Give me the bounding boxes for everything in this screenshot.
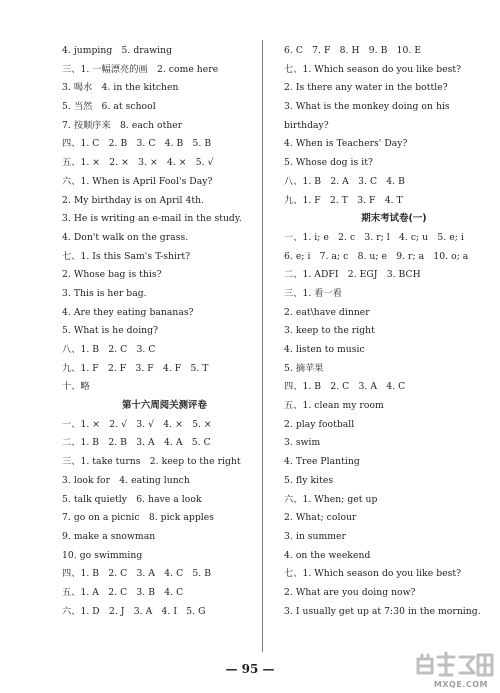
answer-line: 9. make a snowman: [62, 530, 156, 542]
answer-line: 5. What is he doing?: [62, 325, 159, 337]
answer-line: 五、1. A 2. C 3. B 4. C: [62, 586, 184, 598]
answer-line: 四、1. C 2. B 3. C 4. B 5. B: [62, 138, 212, 150]
answer-line: 4. listen to music: [284, 344, 365, 355]
answer-line: 5. 摘苹果: [284, 362, 324, 374]
answer-line: 5. fly kites: [284, 474, 334, 486]
answer-line: 4. on the weekend: [284, 549, 371, 561]
answer-line: 一、1. × 2. √ 3. √ 4. × 5. ×: [62, 418, 212, 430]
watermark-text: MXQE.COM: [433, 680, 488, 689]
answer-line: 二、1. ADFI 2. EGJ 3. BCH: [284, 269, 421, 281]
answer-line: birthday?: [284, 119, 329, 131]
answer-line: 九、1. F 2. F 3. F 4. F 5. T: [62, 362, 209, 374]
answer-line: 3. 喝水 4. in the kitchen: [62, 82, 179, 94]
page-number: — 95 —: [225, 662, 275, 676]
answer-line: 3. I usually get up at 7:30 in the morning.: [284, 605, 481, 617]
answer-line: 2. My birthday is on April 4th.: [62, 194, 205, 206]
answer-line: 4. Don't walk on the grass.: [62, 231, 189, 243]
answer-line: 4. When is Teachers' Day?: [284, 138, 408, 150]
answer-line: 七、1. Which season do you like best?: [284, 63, 462, 75]
answer-line: 10. go swimming: [62, 549, 143, 561]
answer-line: 7. 按顺序来 8. each other: [62, 119, 183, 131]
answer-line: 4. Tree Planting: [284, 456, 360, 468]
answer-line: 三、1. take turns 2. keep to the right: [62, 456, 241, 468]
answer-line: 5. 当然 6. at school: [62, 101, 156, 113]
answer-line: 2. Is there any water in the bottle?: [284, 82, 448, 94]
answer-line: 三、1. 一幅漂亮的画 2. come here: [62, 63, 219, 75]
section-heading: 第十六周阅关测评卷: [122, 400, 207, 412]
answer-line: 2. What; colour: [284, 512, 357, 524]
answer-line: 2. What are you doing now?: [284, 586, 416, 598]
left-answer-column: [62, 42, 257, 621]
answer-line: 2. eat\have dinner: [284, 306, 370, 318]
answer-line: 5. talk quietly 6. have a look: [62, 493, 202, 505]
answer-line: 八、1. B 2. A 3. C 4. B: [284, 175, 405, 187]
column-divider: [262, 40, 263, 652]
answer-line: 十、略: [62, 381, 90, 393]
answer-line: 六、1. When is April Fool's Day?: [62, 175, 213, 187]
answer-line: 五、1. × 2. × 3. × 4. × 5. √: [62, 157, 214, 169]
answer-line: 4. Are they eating bananas?: [62, 306, 194, 318]
answer-line: 3. He is writing an e-mail in the study.: [62, 213, 242, 225]
answer-line: 二、1. B 2. B 3. A 4. A 5. C: [62, 437, 211, 449]
answer-line: 七、1. Which season do you like best?: [284, 568, 462, 580]
answer-line: 3. keep to the right: [284, 325, 375, 337]
answer-line: 2. play football: [284, 418, 355, 430]
watermark-logo: [414, 649, 496, 689]
answer-line: 3. swim: [284, 437, 321, 449]
answer-line: 六、1. When; get up: [284, 493, 378, 505]
answer-line: 2. Whose bag is this?: [62, 269, 162, 281]
answer-line: 九、1. F 2. T 3. F 4. T: [284, 194, 403, 206]
answer-line: 七、1. Is this Sam's T-shirt?: [62, 250, 191, 262]
answer-line: 6. C 7. F 8. H 9. B 10. E: [284, 45, 422, 56]
answer-line: 四、1. B 2. C 3. A 4. C: [284, 381, 406, 393]
answer-line: 7. go on a picnic 8. pick apples: [62, 512, 215, 524]
answer-line: 4. jumping 5. drawing: [62, 45, 173, 56]
answer-line: 八、1. B 2. C 3. C: [62, 344, 156, 355]
right-answer-column: [284, 42, 494, 621]
answer-line: 六、1. D 2. J 3. A 4. I 5. G: [62, 605, 206, 617]
answer-line: 3. look for 4. eating lunch: [62, 474, 190, 486]
answer-line: 3. This is her bag.: [62, 287, 147, 299]
section-heading: 期末考试卷(一): [361, 213, 427, 225]
answer-line: 3. in summer: [284, 530, 346, 542]
answer-line: 四、1. B 2. C 3. A 4. C 5. B: [62, 568, 212, 580]
answer-line: 6. e; i 7. a; c 8. u; e 9. r; a 10. o; a: [284, 250, 469, 262]
answer-line: 五、1. clean my room: [284, 400, 384, 412]
answer-line: 三、1. 看一看: [284, 287, 343, 299]
answer-line: 一、1. i; e 2. c 3. r; l 4. c; u 5. e; i: [284, 231, 464, 243]
answer-line: 5. Whose dog is it?: [284, 157, 373, 169]
answer-line: 3. What is the monkey doing on his: [284, 101, 450, 113]
